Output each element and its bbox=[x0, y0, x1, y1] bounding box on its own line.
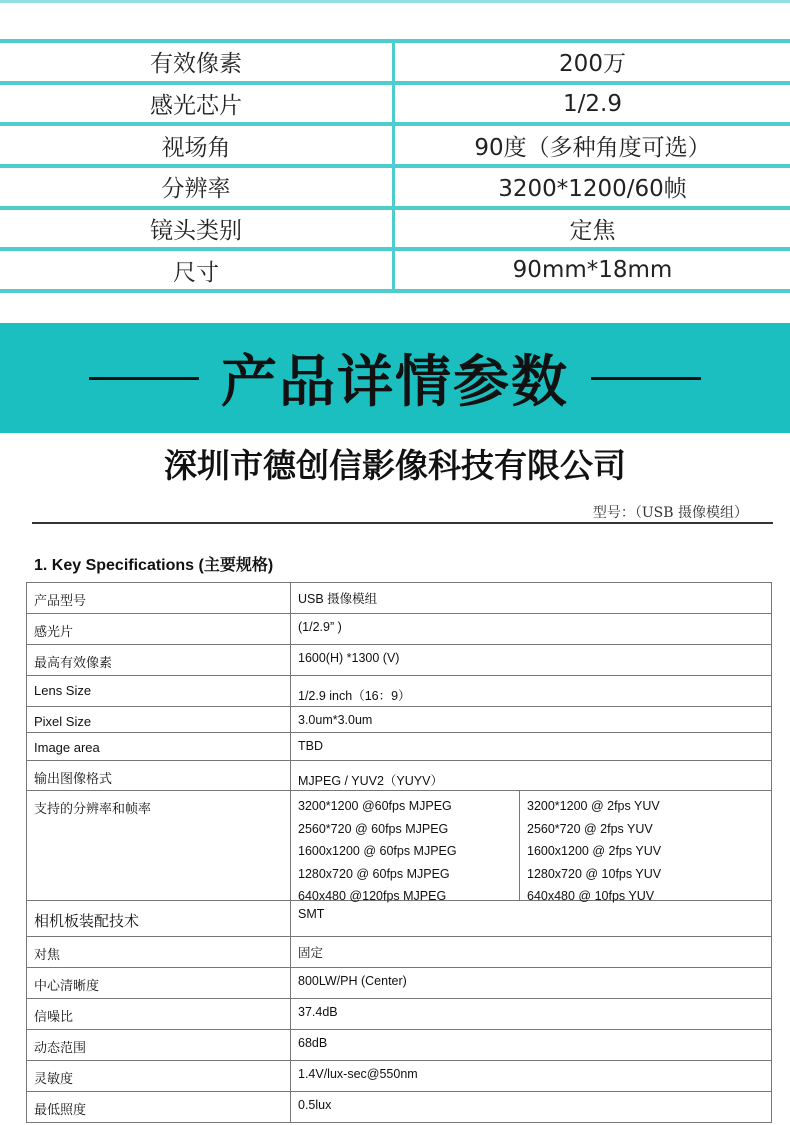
mjpeg-item: 1280x720 @ 60fps MJPEG bbox=[298, 866, 450, 881]
mjpeg-list bbox=[291, 791, 520, 903]
spec-label: Lens Size bbox=[27, 676, 291, 706]
spec-label: 灵敏度 bbox=[27, 1061, 291, 1091]
spec-label: 中心清晰度 bbox=[27, 968, 291, 998]
yuv-item: 1280x720 @ 10fps YUV bbox=[527, 866, 662, 881]
spec-label: Image area bbox=[27, 733, 291, 760]
table-row bbox=[27, 761, 771, 791]
table-row bbox=[0, 43, 790, 85]
yuv-item: 3200*1200 @ 2fps YUV bbox=[527, 799, 660, 813]
row-label: 镜头类别 bbox=[0, 210, 395, 248]
spec-value: MJPEG / YUV2（YUYV） bbox=[298, 774, 443, 788]
table-row bbox=[27, 937, 771, 968]
spec-value: 0.5lux bbox=[298, 1098, 332, 1112]
spec-value: 固定 bbox=[298, 946, 324, 960]
spec-value: TBD bbox=[298, 739, 323, 753]
row-label: 分辨率 bbox=[0, 168, 395, 206]
spec-value: USB 摄像模组 bbox=[298, 592, 378, 606]
spec-value: SMT bbox=[298, 907, 325, 921]
yuv-list bbox=[520, 791, 668, 903]
banner-line-right bbox=[591, 377, 701, 380]
section-heading: 1. Key Specifications (主要规格) bbox=[34, 557, 274, 574]
spec-label: 输出图像格式 bbox=[27, 761, 291, 790]
spec-value: 3.0um*3.0um bbox=[298, 713, 373, 727]
row-value: 3200*1200/60帧 bbox=[498, 176, 687, 203]
table-row bbox=[27, 583, 771, 614]
mjpeg-item: 2560*720 @ 60fps MJPEG bbox=[298, 821, 449, 836]
spec-label: 信噪比 bbox=[27, 999, 291, 1029]
mjpeg-item: 3200*1200 @60fps MJPEG bbox=[298, 799, 452, 813]
mjpeg-item: 640x480 @120fps MJPEG bbox=[298, 889, 447, 903]
banner bbox=[0, 323, 790, 433]
divider bbox=[32, 522, 773, 524]
table-row bbox=[27, 707, 771, 733]
table-row bbox=[27, 1061, 771, 1092]
spec-value: 1600(H) *1300 (V) bbox=[298, 651, 400, 665]
resolution-columns bbox=[291, 791, 771, 903]
spec-label: Pixel Size bbox=[27, 707, 291, 732]
yuv-item: 2560*720 @ 2fps YUV bbox=[527, 821, 653, 836]
spec-label: 相机板装配技术 bbox=[27, 901, 291, 936]
table-row bbox=[27, 733, 771, 761]
table-row bbox=[0, 251, 790, 293]
row-label: 感光芯片 bbox=[0, 85, 395, 123]
company-name: 深圳市德创信影像科技有限公司 bbox=[164, 446, 626, 485]
spec-label: 最高有效像素 bbox=[27, 645, 291, 675]
row-value: 90mm*18mm bbox=[512, 257, 673, 284]
spec-value: 800LW/PH (Center) bbox=[298, 974, 407, 988]
row-value: 90度（多种角度可选） bbox=[474, 134, 711, 161]
table-row bbox=[0, 210, 790, 252]
spec-value: 68dB bbox=[298, 1036, 328, 1050]
table-row-resolutions bbox=[27, 791, 771, 901]
table-row bbox=[27, 1092, 771, 1123]
yuv-item: 1600x1200 @ 2fps YUV bbox=[527, 844, 662, 858]
row-label: 视场角 bbox=[0, 126, 395, 164]
table-row bbox=[0, 85, 790, 127]
top-divider bbox=[0, 0, 790, 3]
yuv-item: 640x480 @ 10fps YUV bbox=[527, 889, 655, 903]
table-row bbox=[27, 1030, 771, 1061]
table-row bbox=[27, 645, 771, 676]
spec-value: 37.4dB bbox=[298, 1005, 338, 1019]
spec-label: 动态范围 bbox=[27, 1030, 291, 1060]
spec-label: 感光片 bbox=[27, 614, 291, 644]
summary-table bbox=[0, 39, 790, 293]
table-row bbox=[27, 999, 771, 1030]
table-row bbox=[27, 676, 771, 707]
table-row bbox=[27, 968, 771, 999]
row-value: 定焦 bbox=[569, 218, 616, 245]
table-row bbox=[0, 126, 790, 168]
spec-value: (1/2.9” ) bbox=[298, 620, 342, 634]
mjpeg-item: 1600x1200 @ 60fps MJPEG bbox=[298, 844, 457, 858]
table-row bbox=[27, 614, 771, 645]
spec-label: 产品型号 bbox=[27, 583, 291, 613]
row-value: 200万 bbox=[559, 51, 626, 78]
spec-label: 支持的分辨率和帧率 bbox=[27, 791, 291, 900]
banner-title: 产品详情参数 bbox=[221, 350, 569, 415]
table-row bbox=[0, 168, 790, 210]
spec-label: 对焦 bbox=[27, 937, 291, 967]
row-value: 1/2.9 bbox=[563, 90, 622, 117]
spec-value: 1.4V/lux-sec@550nm bbox=[298, 1067, 418, 1081]
row-label: 尺寸 bbox=[0, 251, 395, 289]
table-row bbox=[27, 901, 771, 937]
banner-line-left bbox=[89, 377, 199, 380]
row-label: 有效像素 bbox=[0, 43, 395, 81]
specs-table bbox=[26, 582, 772, 1123]
spec-value: 1/2.9 inch（16：9） bbox=[298, 689, 411, 703]
model-line: 型号：（USB 摄像模组） bbox=[592, 505, 748, 521]
spec-label: 最低照度 bbox=[27, 1092, 291, 1122]
